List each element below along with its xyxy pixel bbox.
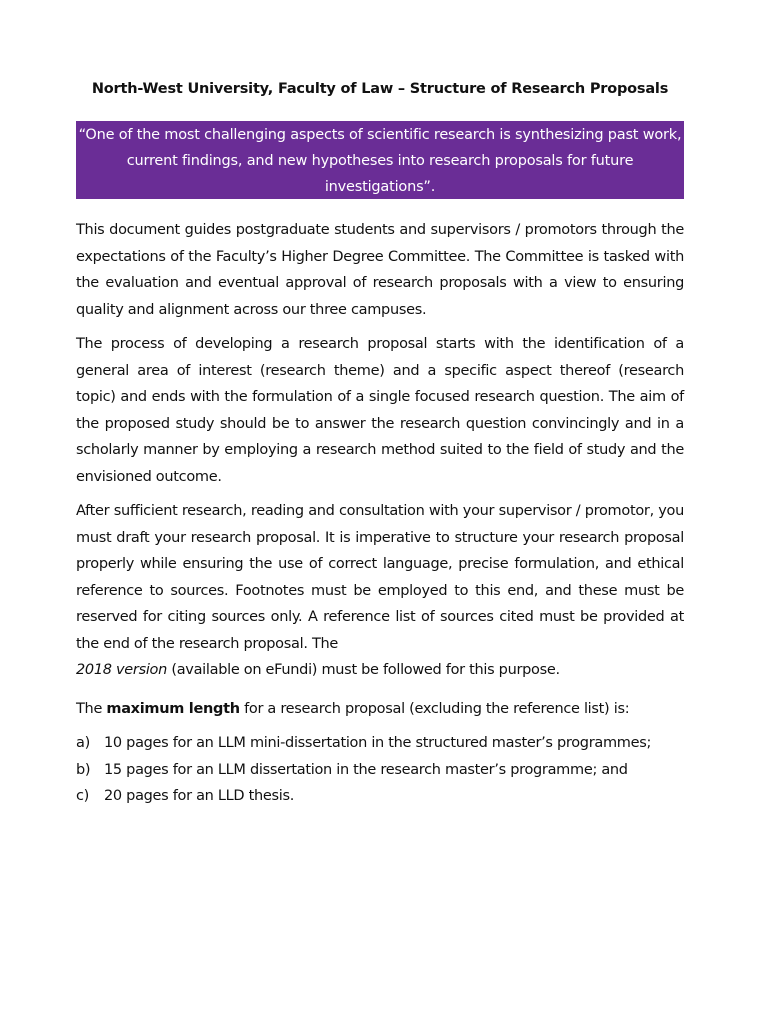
citation-publisher: (Yale University Press 2000) p. vii: [451, 205, 631, 217]
list-item: [76, 730, 684, 757]
document-title: North-West University, Faculty of Law – Structure of Research Proposals: [91, 81, 669, 97]
paragraph-drafting: After sufficient research, reading and consultation with your supervisor / promotor, you must draft your research proposal. It is imperative to structure your research proposal properly while ensuring the use of correct language, precise formulation, and ethical reference to sources. Footnotes must be employed to this end, and these must be reserved for citing sources only. A reference list of sources cited must be provided at the end of the research proposal. The: [76, 503, 684, 652]
version-line-text: (available on eFundi) must be followed for this purpose.: [167, 662, 560, 678]
list-marker: b): [76, 761, 91, 778]
list-marker: a): [76, 735, 90, 751]
quote-line-2: current findings, and new hypotheses into research proposals for future investigations”.: [126, 153, 634, 195]
quote-box: [76, 121, 684, 217]
page-limits-list: [76, 730, 684, 810]
max-length-bold: maximum length: [106, 701, 240, 717]
list-item: [76, 783, 684, 810]
max-length-prefix: The: [76, 701, 107, 717]
max-length-intro: [76, 696, 684, 722]
quote-text: [76, 122, 684, 200]
list-item: [76, 757, 684, 784]
citation-book-title: Writing Successful Science Proposals: [257, 205, 452, 217]
citation-authors: Friedland AJ and Folt CL: [129, 205, 258, 217]
version-line: [76, 657, 684, 684]
list-item-text: 20 pages for an LLD thesis.: [104, 788, 295, 804]
version-link[interactable]: 2018 version: [76, 662, 168, 678]
list-marker: c): [76, 788, 90, 804]
list-item-text: 10 pages for an LLM mini-dissertation in the structured master’s programmes;: [104, 735, 652, 751]
list-item-text: 15 pages for an LLM dissertation in the research master’s programme; and: [104, 761, 628, 778]
quote-line-1: “One of the most challenging aspects of scientific research is synthesizing past work,: [78, 127, 682, 143]
paragraph-intro: This document guides postgraduate students and supervisors / promotors through the expectations of the Faculty’s Higher Degree Committee. The Committee is tasked with the evaluation and eventual approval of research proposals with a view to ensuring quality and alignment across our three campuses.: [76, 222, 684, 318]
max-length-suffix: for a research proposal (excluding the reference list) is:: [239, 701, 630, 717]
paragraph-process: The process of developing a research proposal starts with the identification of a general area of interest (research theme) and a specific aspect thereof (research topic) and ends with the formulation of a single focused research question. The aim of the proposed study should be to answer the research question convincingly and in a scholarly manner by employing a research method suited to the field of study and the envisioned outcome.: [76, 336, 684, 485]
body-text: [76, 217, 684, 684]
